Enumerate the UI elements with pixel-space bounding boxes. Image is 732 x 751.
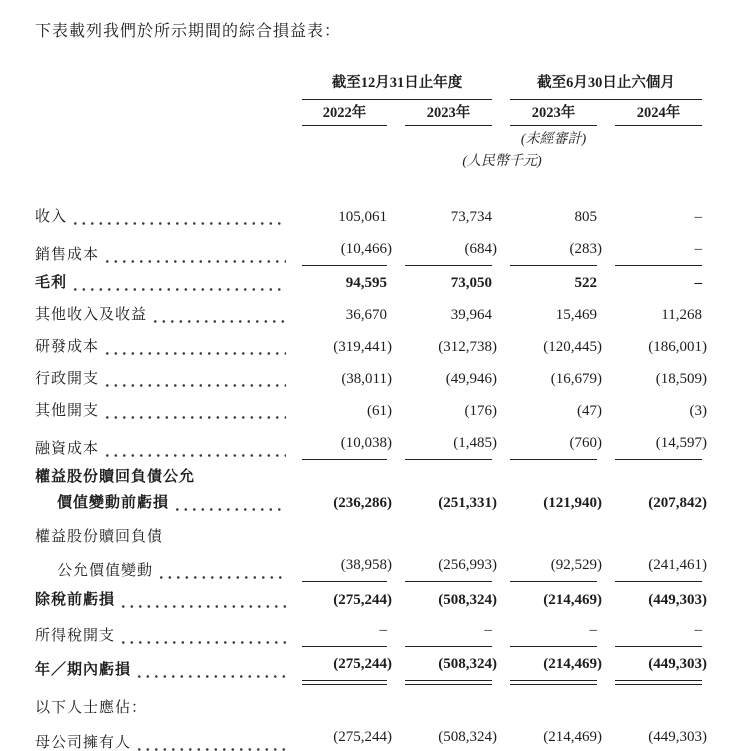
- income-statement-section: [35, 0, 707, 751]
- value-cell: [405, 590, 497, 611]
- value: (760): [569, 435, 602, 451]
- value: (1,485): [453, 435, 497, 451]
- value: (3): [689, 403, 707, 419]
- value-cell: [302, 727, 392, 751]
- value: –: [589, 622, 597, 638]
- value: (47): [577, 403, 602, 419]
- dot-leader: [160, 576, 286, 579]
- column-header-2024-interim: 2024年: [615, 104, 702, 126]
- value: –: [694, 209, 702, 225]
- year-header-row: [510, 104, 702, 126]
- value-cell: [302, 369, 392, 390]
- row-label: [35, 245, 302, 266]
- dot-leader: [106, 416, 286, 419]
- value-cell: [405, 555, 497, 582]
- table-body: [35, 207, 707, 751]
- value: (508,324): [438, 656, 497, 672]
- value-cell: [302, 401, 392, 422]
- value: (18,509): [655, 371, 707, 387]
- value-cell: [510, 493, 602, 514]
- value-cell: [302, 273, 387, 294]
- note-spacer: [35, 132, 510, 148]
- page-title: 下表載列我們於所示期間的綜合損益表：: [35, 23, 342, 40]
- column-group-year-ended: [302, 73, 492, 126]
- dot-leader: [74, 222, 286, 225]
- value: (449,303): [648, 592, 707, 608]
- value-cell: [302, 207, 387, 228]
- value: (312,738): [438, 339, 497, 355]
- value: (684): [464, 241, 497, 257]
- value: (10,466): [340, 241, 392, 257]
- value-cell: [405, 369, 497, 390]
- table-row: [35, 369, 707, 390]
- value: (214,469): [543, 656, 602, 672]
- value-cell: [405, 727, 497, 751]
- value: (121,940): [543, 495, 602, 511]
- value-cell: [302, 493, 392, 514]
- row-label: [35, 698, 302, 719]
- value: (214,469): [543, 592, 602, 608]
- value: (241,461): [648, 557, 707, 573]
- row-label-text: 權益股份贖回負債公允: [35, 469, 196, 485]
- table-row: [35, 467, 702, 488]
- row-label-text: 其他開支: [35, 403, 100, 419]
- value: –: [484, 622, 492, 638]
- value-cell: [510, 555, 602, 582]
- row-label-text: 其他收入及收益: [35, 307, 148, 323]
- row-label-text: 權益股份贖回負債: [35, 529, 164, 545]
- value-cell: [510, 369, 602, 390]
- value: (275,244): [333, 656, 392, 672]
- value: (449,303): [648, 656, 707, 672]
- value-cell: [510, 239, 602, 266]
- row-label-text: 除稅前虧損: [35, 592, 116, 608]
- value-cell: [510, 433, 602, 460]
- value-cell: [302, 620, 387, 647]
- value-cell: [615, 239, 702, 266]
- value: –: [694, 275, 702, 291]
- value: (61): [367, 403, 392, 419]
- value: (10,038): [340, 435, 392, 451]
- table-row: [35, 433, 707, 460]
- table-row: [35, 727, 707, 751]
- row-label-text: 年／期內虧損: [35, 662, 132, 678]
- value: (49,946): [445, 371, 497, 387]
- value: (508,324): [438, 729, 497, 745]
- table-row: [35, 555, 707, 582]
- row-label: [35, 467, 302, 488]
- value-cell: [405, 654, 497, 681]
- value: (275,244): [333, 729, 392, 745]
- label-column-spacer: [35, 73, 302, 126]
- value: 73,050: [450, 275, 492, 291]
- dot-leader: [154, 320, 286, 323]
- table-row: [35, 493, 707, 514]
- value: (319,441): [333, 339, 392, 355]
- value: (120,445): [543, 339, 602, 355]
- value: (236,286): [333, 495, 392, 511]
- value: 105,061: [338, 209, 387, 225]
- dot-leader: [122, 605, 286, 608]
- value-cell: [405, 433, 497, 460]
- table-header: [35, 73, 702, 126]
- value-cell: [615, 433, 707, 460]
- value: (207,842): [648, 495, 707, 511]
- dot-leader: [106, 454, 286, 457]
- value-cell: [510, 590, 602, 611]
- row-label-text: 融資成本: [35, 441, 100, 457]
- table-row: [35, 654, 707, 681]
- value-cell: [405, 305, 492, 326]
- dot-leader: [122, 641, 286, 644]
- dot-leader: [74, 288, 286, 291]
- row-label-text: 所得稅開支: [35, 628, 116, 644]
- value-cell: [615, 305, 702, 326]
- unaudited-note: (未經審計): [520, 132, 587, 147]
- row-label-text: 母公司擁有人: [35, 735, 132, 751]
- value-cell: [615, 337, 707, 358]
- value-cell: [302, 305, 387, 326]
- row-label: [35, 733, 302, 751]
- row-label: [35, 660, 302, 681]
- value-cell: [510, 654, 602, 681]
- value: (92,529): [550, 557, 602, 573]
- column-group-label: 截至6月30日止六個月: [510, 73, 702, 100]
- table-row: [35, 337, 707, 358]
- table-row: [35, 207, 702, 228]
- value: 15,469: [555, 307, 597, 323]
- row-label-text: 價值變動前虧損: [57, 495, 170, 511]
- value-cell: [302, 337, 392, 358]
- row-label-text: 研發成本: [35, 339, 100, 355]
- value: (256,993): [438, 557, 497, 573]
- value: 73,734: [450, 209, 492, 225]
- value-cell: [615, 727, 707, 751]
- value: 94,595: [345, 275, 387, 291]
- currency-note: (人民幣千元): [462, 154, 542, 169]
- value-cell: [615, 620, 702, 647]
- value: (176): [464, 403, 497, 419]
- value-cell: [302, 590, 392, 611]
- row-label: [35, 305, 302, 326]
- value: (449,303): [648, 729, 707, 745]
- row-label: [35, 561, 302, 582]
- table-row: [35, 698, 702, 719]
- row-label: [35, 273, 302, 294]
- value-cell: [302, 239, 392, 266]
- value-cell: [405, 337, 497, 358]
- row-label: [35, 207, 302, 228]
- dot-leader: [106, 352, 286, 355]
- dot-leader: [176, 508, 286, 511]
- row-label: [35, 337, 302, 358]
- row-label-text: 公允價值變動: [57, 563, 154, 579]
- value-cell: [405, 207, 492, 228]
- value: (251,331): [438, 495, 497, 511]
- value: (14,597): [655, 435, 707, 451]
- value-cell: [615, 555, 707, 582]
- row-label: [35, 590, 302, 611]
- value: (38,958): [340, 557, 392, 573]
- column-group-six-months: [510, 73, 702, 126]
- value-cell: [615, 369, 707, 390]
- value-cell: [510, 337, 602, 358]
- dot-leader: [138, 675, 286, 678]
- value: 36,670: [345, 307, 387, 323]
- value-cell: [510, 401, 602, 422]
- row-label: [35, 626, 302, 647]
- value-cell: [615, 207, 702, 228]
- value-cell: [302, 433, 392, 460]
- row-label: [35, 439, 302, 460]
- row-label-text: 收入: [35, 209, 68, 225]
- value-cell: [615, 590, 707, 611]
- value-cell: [510, 273, 597, 294]
- row-label-text: 行政開支: [35, 371, 100, 387]
- value-cell: [615, 654, 707, 681]
- value-cell: [302, 654, 392, 681]
- value: 39,964: [450, 307, 492, 323]
- value: –: [694, 241, 702, 257]
- unaudited-note-row: [35, 132, 702, 148]
- table-row: [35, 401, 707, 422]
- value: 805: [574, 209, 597, 225]
- value-cell: [615, 401, 707, 422]
- value-cell: [510, 305, 597, 326]
- value: (16,679): [550, 371, 602, 387]
- row-label: [35, 401, 302, 422]
- value: 522: [574, 275, 597, 291]
- row-label-text: 銷售成本: [35, 247, 100, 263]
- dot-leader: [106, 260, 286, 263]
- value: –: [379, 622, 387, 638]
- row-label: [35, 493, 302, 514]
- value-cell: [615, 493, 707, 514]
- value: (214,469): [543, 729, 602, 745]
- value-cell: [510, 620, 597, 647]
- value-cell: [405, 401, 497, 422]
- table-row: [35, 239, 702, 266]
- row-label: [35, 369, 302, 390]
- value-cell: [615, 273, 702, 294]
- value-cell: [405, 493, 497, 514]
- year-header-row: [302, 104, 492, 126]
- table-row: [35, 273, 702, 294]
- row-label: [35, 527, 302, 548]
- value-cell: [510, 727, 602, 751]
- table-row: [35, 590, 707, 611]
- value-cell: [510, 207, 597, 228]
- value: –: [694, 622, 702, 638]
- column-header-2023: 2023年: [405, 104, 492, 126]
- column-group-label: 截至12月31日止年度: [302, 73, 492, 100]
- table-row: [35, 527, 702, 548]
- table-row: [35, 305, 702, 326]
- dot-leader: [106, 384, 286, 387]
- value: (38,011): [341, 371, 392, 387]
- value-cell: [405, 239, 497, 266]
- currency-note-row: [35, 153, 702, 170]
- row-label-text: 以下人士應佔：: [35, 700, 148, 716]
- value-cell: [302, 555, 392, 582]
- value: (508,324): [438, 592, 497, 608]
- column-header-2022: 2022年: [302, 104, 387, 126]
- row-label-text: 毛利: [35, 275, 68, 291]
- value-cell: [405, 273, 492, 294]
- value: (275,244): [333, 592, 392, 608]
- value-cell: [405, 620, 492, 647]
- value: 11,268: [661, 307, 702, 323]
- value: (283): [569, 241, 602, 257]
- column-header-2023-interim: 2023年: [510, 104, 597, 126]
- value: (186,001): [648, 339, 707, 355]
- table-row: [35, 620, 702, 647]
